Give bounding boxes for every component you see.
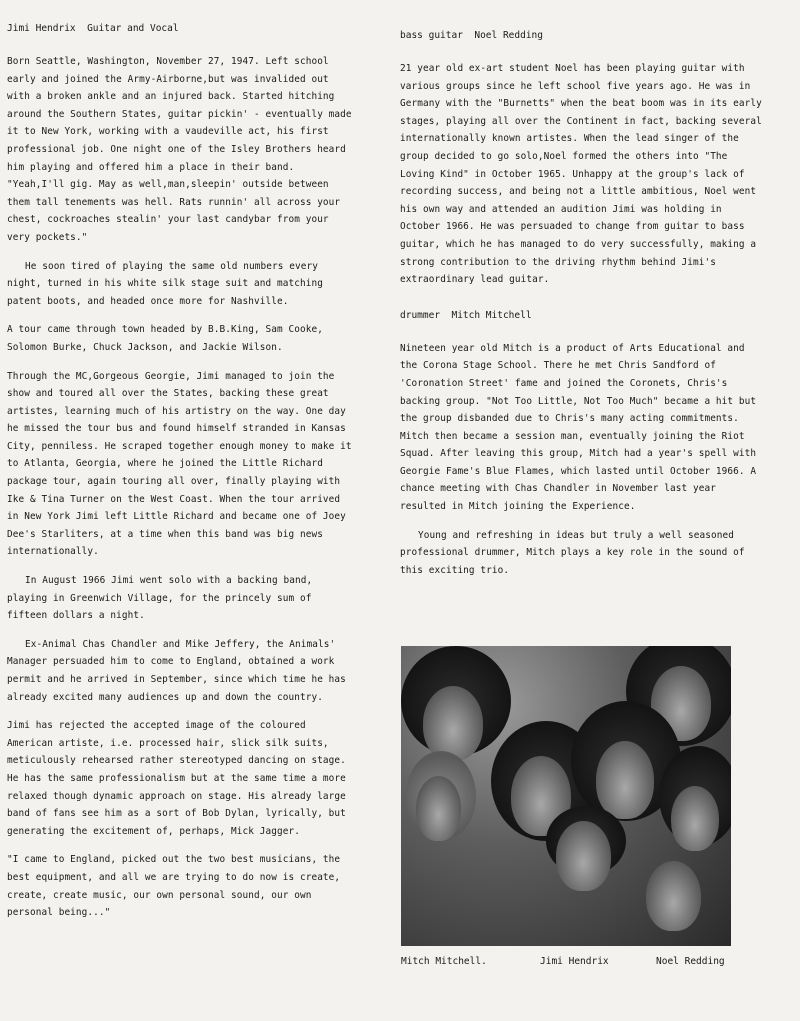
photo-face-left-bottom: [416, 776, 461, 841]
caption-mitch: Mitch Mitchell.: [401, 956, 487, 967]
photo-face-right: [671, 786, 719, 851]
photo-face-bottom-center: [556, 821, 611, 891]
band-photo: [401, 646, 731, 946]
photo-face-bottom-right: [646, 861, 701, 931]
jimi-paragraph-6: Ex-Animal Chas Chandler and Mike Jeffery, the Animals' Manager persuaded him to come to England, obtained a work permit and he arrived in September, since which time he has already excited many audiences up and down the country.: [7, 638, 346, 703]
noel-heading: bass guitar Noel Redding: [400, 30, 543, 41]
noel-paragraph: 21 year old ex-art student Noel has been playing guitar with various groups since he left school five years ago. He was in Germany with the "Burnetts" when the beat boom was in its early stages, playing all over the Continent in fact, backing several internationally known artistes. When the lead singer of the group decided to go solo,Noel formed the others into "The Loving Kind" in October 1965. Unhappy at the group's lack of recording success, and being not a little ambitious, Noel went his own way and attended an audition Jimi was holding in October 1966. He was persuaded to change from guitar to bass guitar, which he has managed to do very successfully, making a strong contribution to the driving rhythm behind Jimi's extraordinary lead guitar.: [400, 63, 762, 286]
caption-noel: Noel Redding: [656, 956, 725, 967]
photo-face-center: [596, 741, 654, 819]
mitch-heading: drummer Mitch Mitchell: [400, 309, 532, 321]
jimi-heading: Jimi Hendrix Guitar and Vocal: [7, 23, 179, 34]
right-column: [400, 22, 765, 590]
jimi-quote: "I came to England, picked out the two best musicians, the best equipment, and all we are trying to do now is create, create, create music, our own personal sound, our own personal being...": [7, 854, 341, 919]
jimi-paragraph-3: A tour came through town headed by B.B.King, Sam Cooke, Solomon Burke, Chuck Jackson, and Jackie Wilson.: [7, 324, 323, 353]
jimi-paragraph-1: Born Seattle, Washington, November 27, 1947. Left school early and joined the Army-Airborne,but was invalided out with a broken ankle and an injured back. Started hitching around the Southern States, guitar pickin' - eventually made it to New York, working with a vaudeville act, his first professional job. One night one of the Isley Brothers heard him playing and offered him a place in their band. "Yeah,I'll gig. May as well,man,sleepin' outside between them tall tenements was hell. Rats runnin' all across your chest, cockroaches stealin' your last candybar from your very pockets.": [7, 56, 352, 243]
mitch-paragraph-2: Young and refreshing in ideas but truly a well seasoned professional drummer, Mitch plays a key role in the sound of this exciting trio.: [400, 529, 745, 576]
mitch-paragraph-1: Nineteen year old Mitch is a product of Arts Educational and the Corona Stage School. There he met Chris Sandford of 'Coronation Street' fame and joined the Coronets, Chris's backing group. "Not Too Little, Not Too Much" became a hit but the group disbanded due to Chris's many acting commitments. Mitch then became a session man, eventually joining the Riot Squad. After leaving this group, Mitch had a year's spell with Georgie Fame's Blue Flames, which lasted until October 1966. A chance meeting with Chas Chandler in November last year resulted in Mitch joining the Experience.: [400, 342, 757, 513]
jimi-paragraph-5: In August 1966 Jimi went solo with a backing band, playing in Greenwich Village, for the princely sum of fifteen dollars a night.: [7, 575, 313, 622]
photo-face-left-top: [423, 686, 483, 761]
jimi-paragraph-7: Jimi has rejected the accepted image of the coloured American artiste, i.e. processed hair, slick silk suits, meticulously rehearsed rather stereotyped dancing on stage. He has the same professionalism but at the same time a more relaxed though dynamic approach on stage. His already large band of fans see him as a sort of Bob Dylan, lyrically, but generating the excitement of, perhaps, Mick Jagger.: [7, 720, 346, 837]
left-column: [7, 22, 357, 933]
jimi-paragraph-4: Through the MC,Gorgeous Georgie, Jimi managed to join the show and toured all over the States, backing these great artistes, learning much of his artistry on the way. One day he missed the tour bus and found himself stranded in Kansas City, penniless. He scraped together enough money to make it to Atlanta, Georgia, where he joined the Little Richard package tour, again touring all over, finally playing with Ike & Tina Turner on the West Coast. When the tour arrived in New York Jimi left Little Richard and became one of Joey Dee's Starliters, at a time when this band was big news internationally.: [7, 370, 352, 558]
jimi-paragraph-2: He soon tired of playing the same old numbers every night, turned in his white silk stage suit and matching patent boots, and headed once more for Nashville.: [7, 260, 323, 307]
caption-jimi: Jimi Hendrix: [540, 956, 609, 967]
